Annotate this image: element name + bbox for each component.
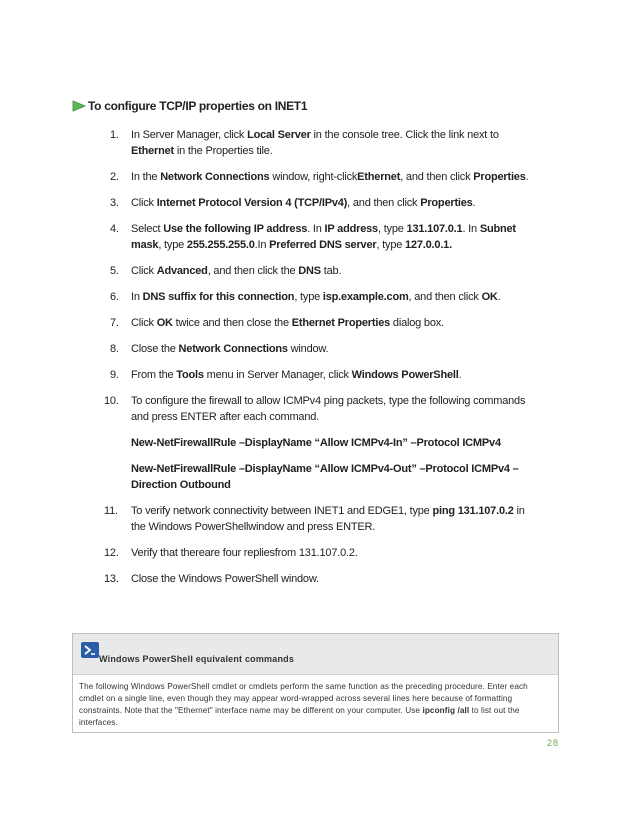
bold-text: Ethernet [131, 145, 175, 157]
step-number: 5. [110, 265, 119, 277]
text-run: From the [131, 369, 177, 381]
bold-text: 127.0.0.1. [405, 239, 452, 251]
text-run: In the [131, 171, 161, 183]
bold-text: Advanced [156, 265, 208, 277]
bold-text: DNS suffix for this connection [142, 291, 295, 303]
command-text: New-NetFirewallRule –DisplayName “Allow ICMPv4-Out” –Protocol ICMPv4 –Direction Outbound [131, 463, 519, 491]
text-run: Click [131, 197, 157, 209]
text-run: , and then click the [207, 265, 299, 277]
step-item [98, 315, 538, 331]
note-body [73, 675, 558, 729]
bold-text: Use the following IP address [163, 223, 308, 235]
step-item [98, 263, 538, 279]
step-item [98, 195, 538, 211]
text-run: To verify network connectivity between INET1 and EDGE1, type [131, 505, 433, 517]
bold-text: OK [156, 317, 173, 329]
text-run: , type [377, 223, 407, 235]
text-run: Verify that thereare four repliesfrom 131.107.0.2. [131, 547, 358, 559]
bold-text: ipconfig /all [422, 706, 470, 715]
text-run: in the Windows PowerShellwindow and press ENTER. [131, 505, 525, 533]
bold-text: ping 131.107.0.2 [432, 505, 514, 517]
step-text [131, 129, 499, 157]
step-item [98, 571, 538, 587]
step-number: 4. [110, 223, 119, 235]
step-item [98, 127, 538, 159]
bold-text: Network Connections [178, 343, 288, 355]
text-run: , type [294, 291, 323, 303]
step-text [131, 505, 525, 533]
step-number: 6. [110, 291, 119, 303]
bold-text: isp.example.com [322, 291, 409, 303]
text-run: in the console tree. Click the link next to [310, 129, 499, 141]
page-number: 28 [547, 738, 560, 748]
bold-text: Local Server [247, 129, 311, 141]
command-text: New-NetFirewallRule –DisplayName “Allow ICMPv4-In” –Protocol ICMPv4 [131, 437, 501, 449]
step-text [131, 171, 529, 183]
powershell-note [72, 633, 559, 733]
procedure-heading [72, 99, 307, 113]
bold-text: Windows PowerShell [351, 369, 459, 381]
step-number: 3. [110, 197, 119, 209]
step-number: 1. [110, 129, 119, 141]
bold-text: Ethernet Properties [291, 317, 391, 329]
text-run: window. [287, 343, 329, 355]
text-run: In Server Manager, click [131, 129, 248, 141]
step-number: 13. [104, 573, 119, 585]
bold-text: IP address [324, 223, 378, 235]
bold-text: Properties [420, 197, 473, 209]
text-run: Close the Windows PowerShell window. [131, 573, 319, 585]
step-text [131, 223, 516, 251]
powershell-icon [81, 642, 99, 658]
step-number: 8. [110, 343, 119, 355]
text-run: In [131, 291, 143, 303]
procedure-heading-text: To configure TCP/IP properties on INET1 [88, 99, 308, 113]
step-item [98, 341, 538, 357]
text-run: Close the [131, 343, 179, 355]
text-run: . In [307, 223, 325, 235]
text-run: in the Properties tile. [174, 145, 273, 157]
bold-text: Properties [473, 171, 526, 183]
text-run: Select [131, 223, 164, 235]
step-number: 9. [110, 369, 119, 381]
bold-text: 255.255.255.0 [186, 239, 255, 251]
step-text [131, 547, 358, 559]
step-item [98, 545, 538, 561]
step-item [98, 289, 538, 305]
text-run: twice and then close the [172, 317, 292, 329]
bold-text: DNS [298, 265, 321, 277]
text-run: window, right-click [269, 171, 358, 183]
bold-text: Subnet mask [131, 223, 516, 251]
step-number: 2. [110, 171, 119, 183]
bold-text: Preferred DNS server [269, 239, 377, 251]
text-run: , type [158, 239, 187, 251]
text-run: . [472, 197, 476, 209]
step-number: 7. [110, 317, 119, 329]
bold-text: Tools [176, 369, 204, 381]
step-text [131, 369, 461, 381]
text-run: . [525, 171, 529, 183]
step-text [131, 197, 475, 209]
step-item [98, 367, 538, 383]
text-run: , type [376, 239, 406, 251]
step-number: 11. [104, 505, 118, 517]
text-run: .In [254, 239, 270, 251]
step-text [131, 343, 328, 355]
bold-text: 131.107.0.1 [406, 223, 463, 235]
text-run: To configure the firewall to allow ICMPv4 ping packets, type the following commands and press ENTER after each command. [131, 395, 526, 423]
bold-text: Ethernet [357, 171, 401, 183]
text-run: , and then click [408, 291, 482, 303]
steps-list [98, 127, 538, 597]
text-run: menu in Server Manager, click [203, 369, 352, 381]
step-number: 12. [104, 547, 119, 559]
step-item [98, 169, 538, 185]
text-run: . [497, 291, 501, 303]
bold-text: Network Connections [160, 171, 270, 183]
text-run: . [458, 369, 462, 381]
text-run: , and then click [347, 197, 421, 209]
note-title: Windows PowerShell equivalent commands [99, 654, 295, 664]
arrow-right-icon [72, 99, 86, 113]
bold-text: Internet Protocol Version 4 (TCP/IPv4) [156, 197, 348, 209]
text-run: Click [131, 317, 157, 329]
step-text [131, 317, 444, 329]
bold-text: OK [481, 291, 498, 303]
step-item [98, 393, 538, 493]
step-number: 10. [104, 395, 119, 407]
step-text [131, 265, 341, 277]
text-run: tab. [320, 265, 342, 277]
text-run: . In [462, 223, 480, 235]
step-text [131, 573, 319, 585]
note-header [73, 634, 558, 675]
text-run: The following Windows PowerShell cmdlet or cmdlets perform the same function as the preceding procedure. Enter each cmdlet on a single line, even though they may appear word-wrapped across several lines here because of formatting constraints. Note that the "Ethernet" interface name may be different on your computer. Use [79, 682, 528, 715]
step-item [98, 503, 538, 535]
step-item [98, 221, 538, 253]
text-run: Click [131, 265, 157, 277]
step-text [131, 291, 501, 303]
text-run: dialog box. [390, 317, 444, 329]
text-run: to list out the interfaces. [79, 706, 520, 727]
step-text [131, 395, 525, 423]
text-run: , and then click [400, 171, 474, 183]
